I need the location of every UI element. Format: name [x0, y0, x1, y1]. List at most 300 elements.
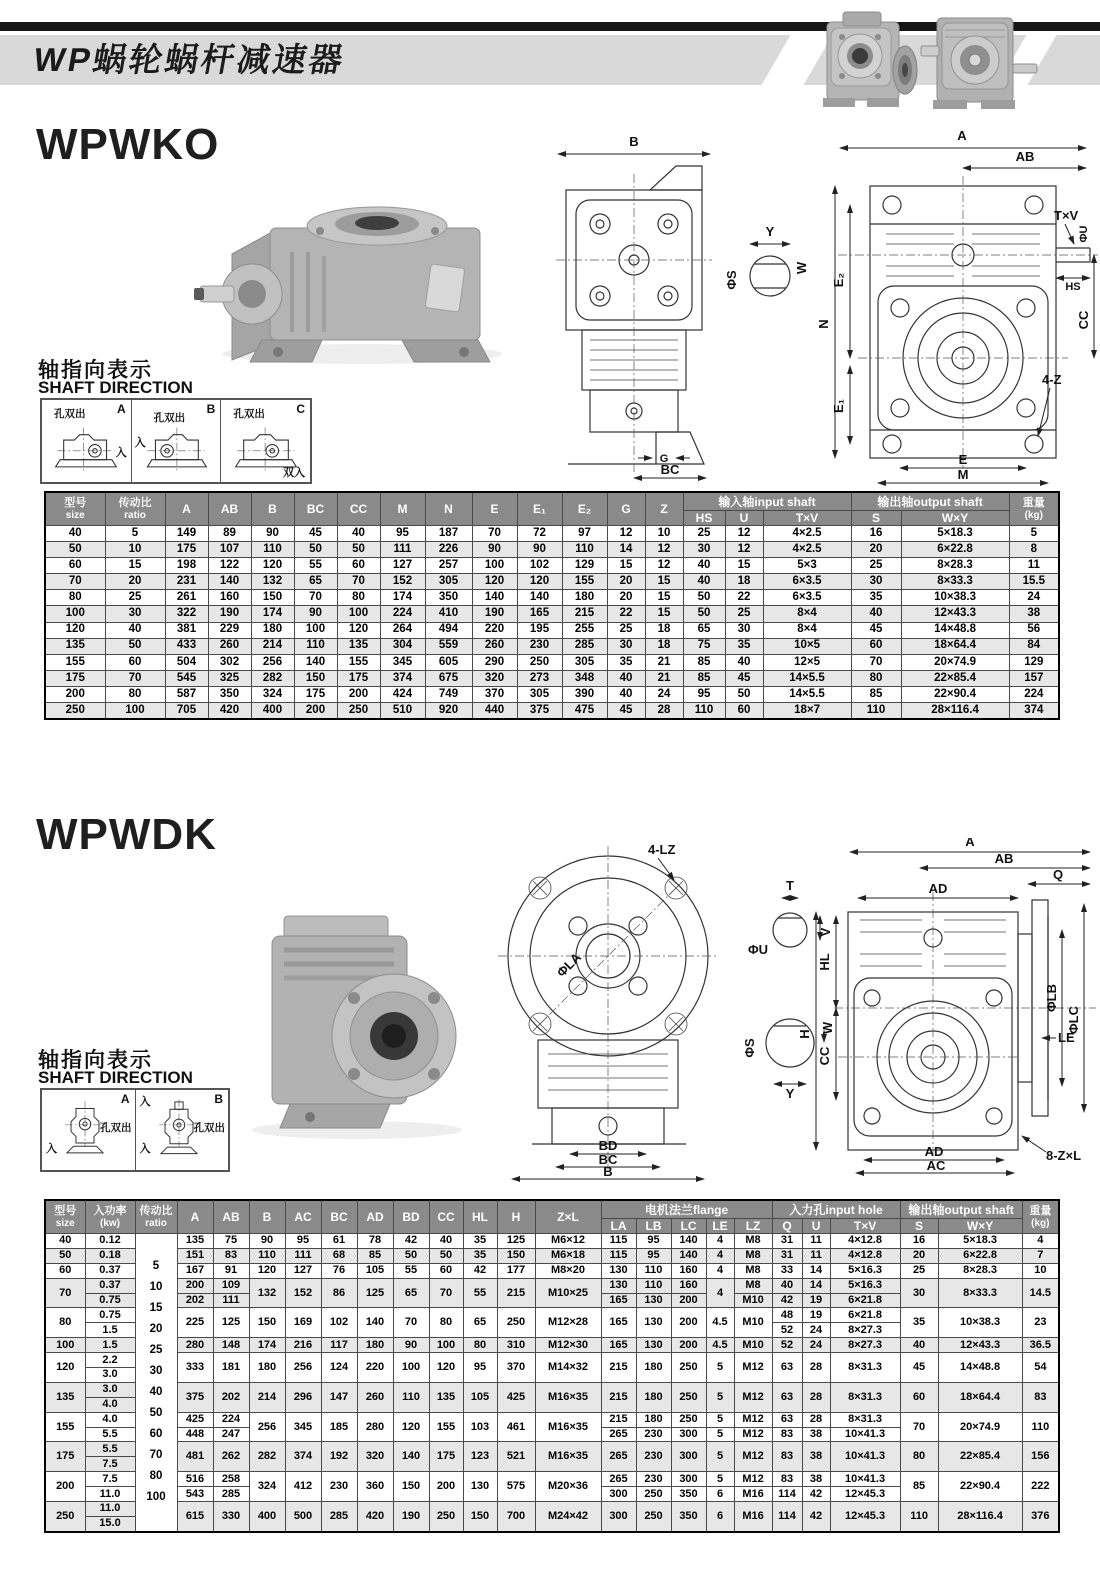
cell: 10×38.3	[901, 590, 1009, 606]
cell: M20×36	[535, 1472, 601, 1502]
cell: 120	[429, 1353, 463, 1383]
table-row	[45, 686, 1059, 702]
cell: 60	[45, 1263, 85, 1278]
cell: 7.5	[85, 1472, 135, 1487]
table-row	[45, 1278, 1059, 1293]
cell: 35	[463, 1234, 497, 1249]
header-cell: 重量 (kg)	[1022, 1200, 1059, 1234]
cell: 324	[249, 1472, 285, 1502]
cell: 330	[213, 1502, 249, 1532]
cell: 325	[208, 670, 251, 686]
table-row	[45, 574, 1059, 590]
cell: 52	[772, 1338, 802, 1353]
cell: 200	[45, 686, 105, 702]
table-row	[45, 1472, 1059, 1487]
cell: 15.0	[85, 1516, 135, 1531]
shaft-box-hole-label: 孔双出	[100, 1122, 132, 1134]
cell: 95	[285, 1234, 321, 1249]
header-cell: T×V	[763, 511, 851, 526]
cell: 100	[45, 606, 105, 622]
section-title-wpwdk: WPWDK	[36, 810, 217, 859]
cell: 14	[607, 542, 645, 558]
cell: M14×32	[535, 1353, 601, 1383]
cell: 175	[337, 670, 380, 686]
cell: 200	[177, 1278, 213, 1293]
shaft-box-a	[42, 400, 132, 482]
cell: 320	[472, 670, 517, 686]
cell: 130	[636, 1338, 671, 1353]
dim-label-ad2: AD	[924, 1144, 944, 1159]
cell: 95	[380, 526, 425, 542]
header-product-photos	[815, 4, 1050, 114]
cell: 130	[463, 1472, 497, 1502]
cell: 360	[357, 1472, 393, 1502]
cell: 222	[1022, 1472, 1059, 1502]
table-row	[45, 654, 1059, 670]
cell: 40	[900, 1338, 938, 1353]
cell: 90	[517, 542, 562, 558]
cell: 15	[645, 574, 683, 590]
cell: 70	[900, 1412, 938, 1442]
cell: 165	[601, 1338, 636, 1353]
cell: 120	[45, 1353, 85, 1383]
cell: 56	[1009, 622, 1059, 638]
cell: 111	[285, 1248, 321, 1263]
cell: 374	[1009, 703, 1059, 720]
cell: 10×38.3	[938, 1308, 1022, 1338]
cell: 261	[165, 590, 208, 606]
cell: 226	[425, 542, 472, 558]
cell: 5	[706, 1412, 734, 1427]
cell: M12	[734, 1412, 772, 1427]
cell: 80	[337, 590, 380, 606]
cell: 350	[425, 590, 472, 606]
cell: 0.75	[85, 1293, 135, 1308]
cell: 70	[429, 1278, 463, 1308]
cell: 60	[851, 638, 901, 654]
cell: 156	[1022, 1442, 1059, 1472]
cell: 120	[393, 1412, 429, 1442]
cell: 80	[429, 1308, 463, 1338]
cell: 390	[562, 686, 607, 702]
cell: 180	[562, 590, 607, 606]
shaft-direction-cn: 轴指向表示	[38, 1049, 153, 1072]
cell: 4×12.8	[830, 1234, 900, 1249]
cell: 25	[105, 590, 165, 606]
cell: 7	[1022, 1248, 1059, 1263]
header-cell: S	[851, 511, 901, 526]
cell: 177	[497, 1263, 535, 1278]
cell: 215	[497, 1278, 535, 1308]
cell: 40	[772, 1278, 802, 1293]
cell: 265	[601, 1427, 636, 1442]
cell: 150	[251, 590, 294, 606]
cell: 15	[645, 590, 683, 606]
cell: 157	[1009, 670, 1059, 686]
cell: 100	[393, 1353, 429, 1383]
cell: 95	[683, 686, 725, 702]
cell: 40	[45, 1234, 85, 1249]
cell: 345	[285, 1412, 321, 1442]
cell: 150	[294, 670, 337, 686]
cell: 15.5	[1009, 574, 1059, 590]
header-cell: Q	[772, 1219, 802, 1234]
cell: 63	[772, 1412, 802, 1427]
header-cell: CC	[337, 492, 380, 526]
table-row	[45, 638, 1059, 654]
cell: 230	[321, 1472, 357, 1502]
cell: 70	[393, 1308, 429, 1338]
cell: 300	[601, 1487, 636, 1502]
cell: 300	[671, 1442, 706, 1472]
dim-label-4z: 4-Z	[1042, 372, 1062, 387]
cell: 135	[45, 1382, 85, 1412]
cell: 425	[497, 1382, 535, 1412]
cell: 175	[45, 670, 105, 686]
dim-label-bc: BC	[660, 462, 680, 477]
cell: 348	[562, 670, 607, 686]
cell: 258	[213, 1472, 249, 1487]
ratio-cell: 5 10 15 20 25 30 40 50 60 70 80 100	[135, 1234, 177, 1532]
cell: 324	[251, 686, 294, 702]
shaft-box-b	[136, 1090, 229, 1170]
header-cell: E	[472, 492, 517, 526]
cell: 100	[429, 1338, 463, 1353]
cell: 260	[472, 638, 517, 654]
cell: 140	[671, 1234, 706, 1249]
shaft-box-in-label: 入	[139, 1143, 151, 1155]
wpwko-table	[44, 491, 1060, 720]
cell: 90	[249, 1234, 285, 1249]
cell: 350	[671, 1487, 706, 1502]
cell: 264	[380, 622, 425, 638]
cell: 250	[636, 1487, 671, 1502]
cell: 6×21.8	[830, 1308, 900, 1323]
cell: M10	[734, 1293, 772, 1308]
cell: 45	[851, 622, 901, 638]
cell: 180	[251, 622, 294, 638]
cell: 1.5	[85, 1338, 135, 1353]
header-cell: E₁	[517, 492, 562, 526]
cell: 28	[802, 1412, 830, 1427]
cell: 149	[165, 526, 208, 542]
cell: 22×90.4	[901, 686, 1009, 702]
cell: 70	[45, 574, 105, 590]
cell: 376	[1022, 1502, 1059, 1532]
cell: 31	[772, 1234, 802, 1249]
cell: 140	[294, 654, 337, 670]
cell: 155	[429, 1412, 463, 1442]
dim-label-hl: HL	[817, 953, 832, 971]
cell: 5×16.3	[830, 1278, 900, 1293]
cell: 305	[425, 574, 472, 590]
dim-label-cc: CC	[1076, 310, 1091, 330]
cell: M10	[734, 1338, 772, 1353]
gearbox-front-icon	[143, 424, 209, 474]
cell: 8×28.3	[938, 1263, 1022, 1278]
cell: 440	[472, 703, 517, 720]
cell: 190	[472, 606, 517, 622]
cell: 7.5	[85, 1457, 135, 1472]
cell: 35	[851, 590, 901, 606]
cell: 190	[208, 606, 251, 622]
dim-label-t: T	[786, 878, 794, 893]
cell: 76	[321, 1263, 357, 1278]
dim-label-n: N	[816, 319, 831, 329]
cell: 4	[706, 1234, 734, 1249]
dim-label-8zxl: 8-Z×L	[1046, 1148, 1082, 1163]
cell: 225	[177, 1308, 213, 1338]
shaft-box-in-top-label: 入	[139, 1096, 151, 1108]
cell: 40	[337, 526, 380, 542]
table-row	[45, 1308, 1059, 1323]
cell: 215	[562, 606, 607, 622]
cell: 374	[285, 1442, 321, 1472]
table-row	[45, 1248, 1059, 1263]
cell: 120	[251, 558, 294, 574]
cell: 60	[429, 1263, 463, 1278]
header-cell: AC	[285, 1200, 321, 1234]
dim-label-h: H	[797, 1029, 812, 1039]
cell: 140	[671, 1248, 706, 1263]
cell: 60	[45, 558, 105, 574]
cell: 103	[463, 1412, 497, 1442]
cell: 8×4	[763, 606, 851, 622]
cell: 70	[851, 654, 901, 670]
cell: 20	[607, 590, 645, 606]
cell: 18	[645, 638, 683, 654]
cell: 20	[900, 1248, 938, 1263]
cell: 14	[802, 1263, 830, 1278]
cell: 10×41.3	[830, 1427, 900, 1442]
cell: 14×5.5	[763, 670, 851, 686]
cell: 12	[725, 526, 763, 542]
cell: 24	[645, 686, 683, 702]
dim-label-b: B	[629, 134, 639, 149]
cell: 185	[321, 1412, 357, 1442]
cell: 5.5	[85, 1442, 135, 1457]
cell: 110	[636, 1278, 671, 1293]
cell: 202	[177, 1293, 213, 1308]
cell: 19	[802, 1308, 830, 1323]
cell: 155	[337, 654, 380, 670]
cell: 3.0	[85, 1382, 135, 1397]
cell: 300	[671, 1427, 706, 1442]
cell: 95	[636, 1248, 671, 1263]
cell: 4×2.5	[763, 542, 851, 558]
cell: 8×27.3	[830, 1338, 900, 1353]
cell: 80	[851, 670, 901, 686]
dim-label-a: A	[965, 838, 975, 849]
cell: 260	[208, 638, 251, 654]
cell: 10	[1022, 1263, 1059, 1278]
cell: 28	[802, 1382, 830, 1412]
cell: 174	[380, 590, 425, 606]
cell: 494	[425, 622, 472, 638]
wpwdk-table	[44, 1199, 1060, 1533]
cell: 125	[497, 1234, 535, 1249]
cell: 151	[177, 1248, 213, 1263]
cell: 180	[636, 1353, 671, 1383]
cell: 8×31.3	[830, 1353, 900, 1383]
table-row	[45, 1338, 1059, 1353]
cell: 105	[357, 1263, 393, 1278]
wpwko-product-photo	[192, 182, 522, 370]
cell: 70	[105, 670, 165, 686]
cell: 412	[285, 1472, 321, 1502]
cell: 1.5	[85, 1323, 135, 1338]
cell: 180	[636, 1412, 671, 1427]
cell: 10×41.3	[830, 1442, 900, 1472]
cell: 42	[802, 1487, 830, 1502]
cell: 5	[105, 526, 165, 542]
cell: M12×30	[535, 1338, 601, 1353]
cell: 91	[213, 1263, 249, 1278]
cell: 510	[380, 703, 425, 720]
dim-label-b: B	[603, 1164, 613, 1179]
cell: 230	[517, 638, 562, 654]
cell: 370	[472, 686, 517, 702]
cell: 187	[425, 526, 472, 542]
cell: 38	[802, 1472, 830, 1487]
cell: 148	[213, 1338, 249, 1353]
cell: 230	[636, 1442, 671, 1472]
dim-label-philb: ΦLB	[1044, 984, 1059, 1012]
cell: 152	[285, 1278, 321, 1308]
cell: 95	[463, 1353, 497, 1383]
cell: 55	[463, 1278, 497, 1308]
cell: 250	[45, 703, 105, 720]
cell: 420	[208, 703, 251, 720]
cell: 4.5	[706, 1308, 734, 1338]
dim-label-bc: BC	[598, 1152, 618, 1167]
shaft-box-in-label: 入	[46, 1143, 57, 1155]
cell: 8×4	[763, 622, 851, 638]
table-row	[45, 1234, 1059, 1249]
cell: 100	[105, 703, 165, 720]
cell: 14×5.5	[763, 686, 851, 702]
cell: 11.0	[85, 1502, 135, 1517]
cell: 70	[294, 590, 337, 606]
cell: 110	[562, 542, 607, 558]
cell: 12	[645, 558, 683, 574]
cell: 83	[213, 1248, 249, 1263]
cell: 127	[285, 1263, 321, 1278]
cell: 11.0	[85, 1487, 135, 1502]
cell: 65	[683, 622, 725, 638]
cell: 83	[772, 1427, 802, 1442]
cell: 50	[683, 590, 725, 606]
cell: 5	[706, 1382, 734, 1412]
cell: 40	[851, 606, 901, 622]
cell: M8	[734, 1248, 772, 1263]
header-cell: 输出轴output shaft	[900, 1200, 1022, 1219]
shaft-box-in-label: 入	[134, 437, 146, 449]
dim-label-q: Q	[1052, 867, 1064, 882]
cell: 250	[45, 1502, 85, 1532]
cell: 90	[393, 1338, 429, 1353]
cell: 175	[45, 1442, 85, 1472]
cell: 504	[165, 654, 208, 670]
header-cell: G	[607, 492, 645, 526]
cell: 21	[645, 654, 683, 670]
cell: 110	[294, 638, 337, 654]
cell: 300	[601, 1502, 636, 1532]
cell: 45	[725, 670, 763, 686]
cell: 24	[1009, 590, 1059, 606]
cell: 55	[294, 558, 337, 574]
cell: 14	[802, 1278, 830, 1293]
shaft-box-a	[42, 1090, 136, 1170]
cell: 160	[671, 1278, 706, 1293]
dim-label-txv: T×V	[1054, 208, 1079, 223]
cell: 559	[425, 638, 472, 654]
cell: 90	[251, 526, 294, 542]
cell: 296	[285, 1382, 321, 1412]
cell: 129	[562, 558, 607, 574]
cell: 160	[208, 590, 251, 606]
shaft-box-letter: C	[296, 402, 306, 416]
cell: 35	[725, 638, 763, 654]
cell: 20	[105, 574, 165, 590]
cell: 50	[725, 686, 763, 702]
cell: 255	[562, 622, 607, 638]
cell: 174	[251, 606, 294, 622]
cell: 42	[772, 1293, 802, 1308]
dim-label-w: W	[794, 261, 809, 275]
dim-label-e: E	[958, 452, 968, 467]
cell: 200	[45, 1472, 85, 1502]
table-row	[45, 1263, 1059, 1278]
cell: 102	[517, 558, 562, 574]
cell: 181	[213, 1353, 249, 1383]
cell: 28	[802, 1353, 830, 1383]
cell: 135	[45, 638, 105, 654]
cell: 30	[105, 606, 165, 622]
cell: 130	[601, 1263, 636, 1278]
header-cell: H	[497, 1200, 535, 1234]
header-cell: LA	[601, 1219, 636, 1234]
table-row	[45, 558, 1059, 574]
header-cell: M	[380, 492, 425, 526]
cell: 280	[177, 1338, 213, 1353]
header-cell: LB	[636, 1219, 671, 1234]
dim-label-ad: AD	[928, 881, 948, 896]
cell: 4×12.8	[830, 1248, 900, 1263]
cell: 60	[105, 654, 165, 670]
cell: 333	[177, 1353, 213, 1383]
cell: 10	[645, 526, 683, 542]
cell: 165	[601, 1308, 636, 1338]
shaft-direction-boxes	[40, 1088, 230, 1172]
cell: 100	[294, 622, 337, 638]
header-cell: 入力孔input hole	[772, 1200, 900, 1219]
cell: 215	[601, 1412, 636, 1427]
header-cell: S	[900, 1219, 938, 1234]
cell: 424	[380, 686, 425, 702]
cell: 21	[645, 670, 683, 686]
dim-label-ac: AC	[926, 1158, 946, 1173]
cell: 4	[706, 1278, 734, 1308]
cell: 78	[357, 1234, 393, 1249]
page-title: WP蜗轮蜗杆减速器	[30, 41, 349, 78]
dim-label-g: G	[659, 453, 669, 465]
cell: 132	[251, 574, 294, 590]
cell: 115	[601, 1248, 636, 1263]
cell: 290	[472, 654, 517, 670]
header-cell: BD	[393, 1200, 429, 1234]
cell: 545	[165, 670, 208, 686]
